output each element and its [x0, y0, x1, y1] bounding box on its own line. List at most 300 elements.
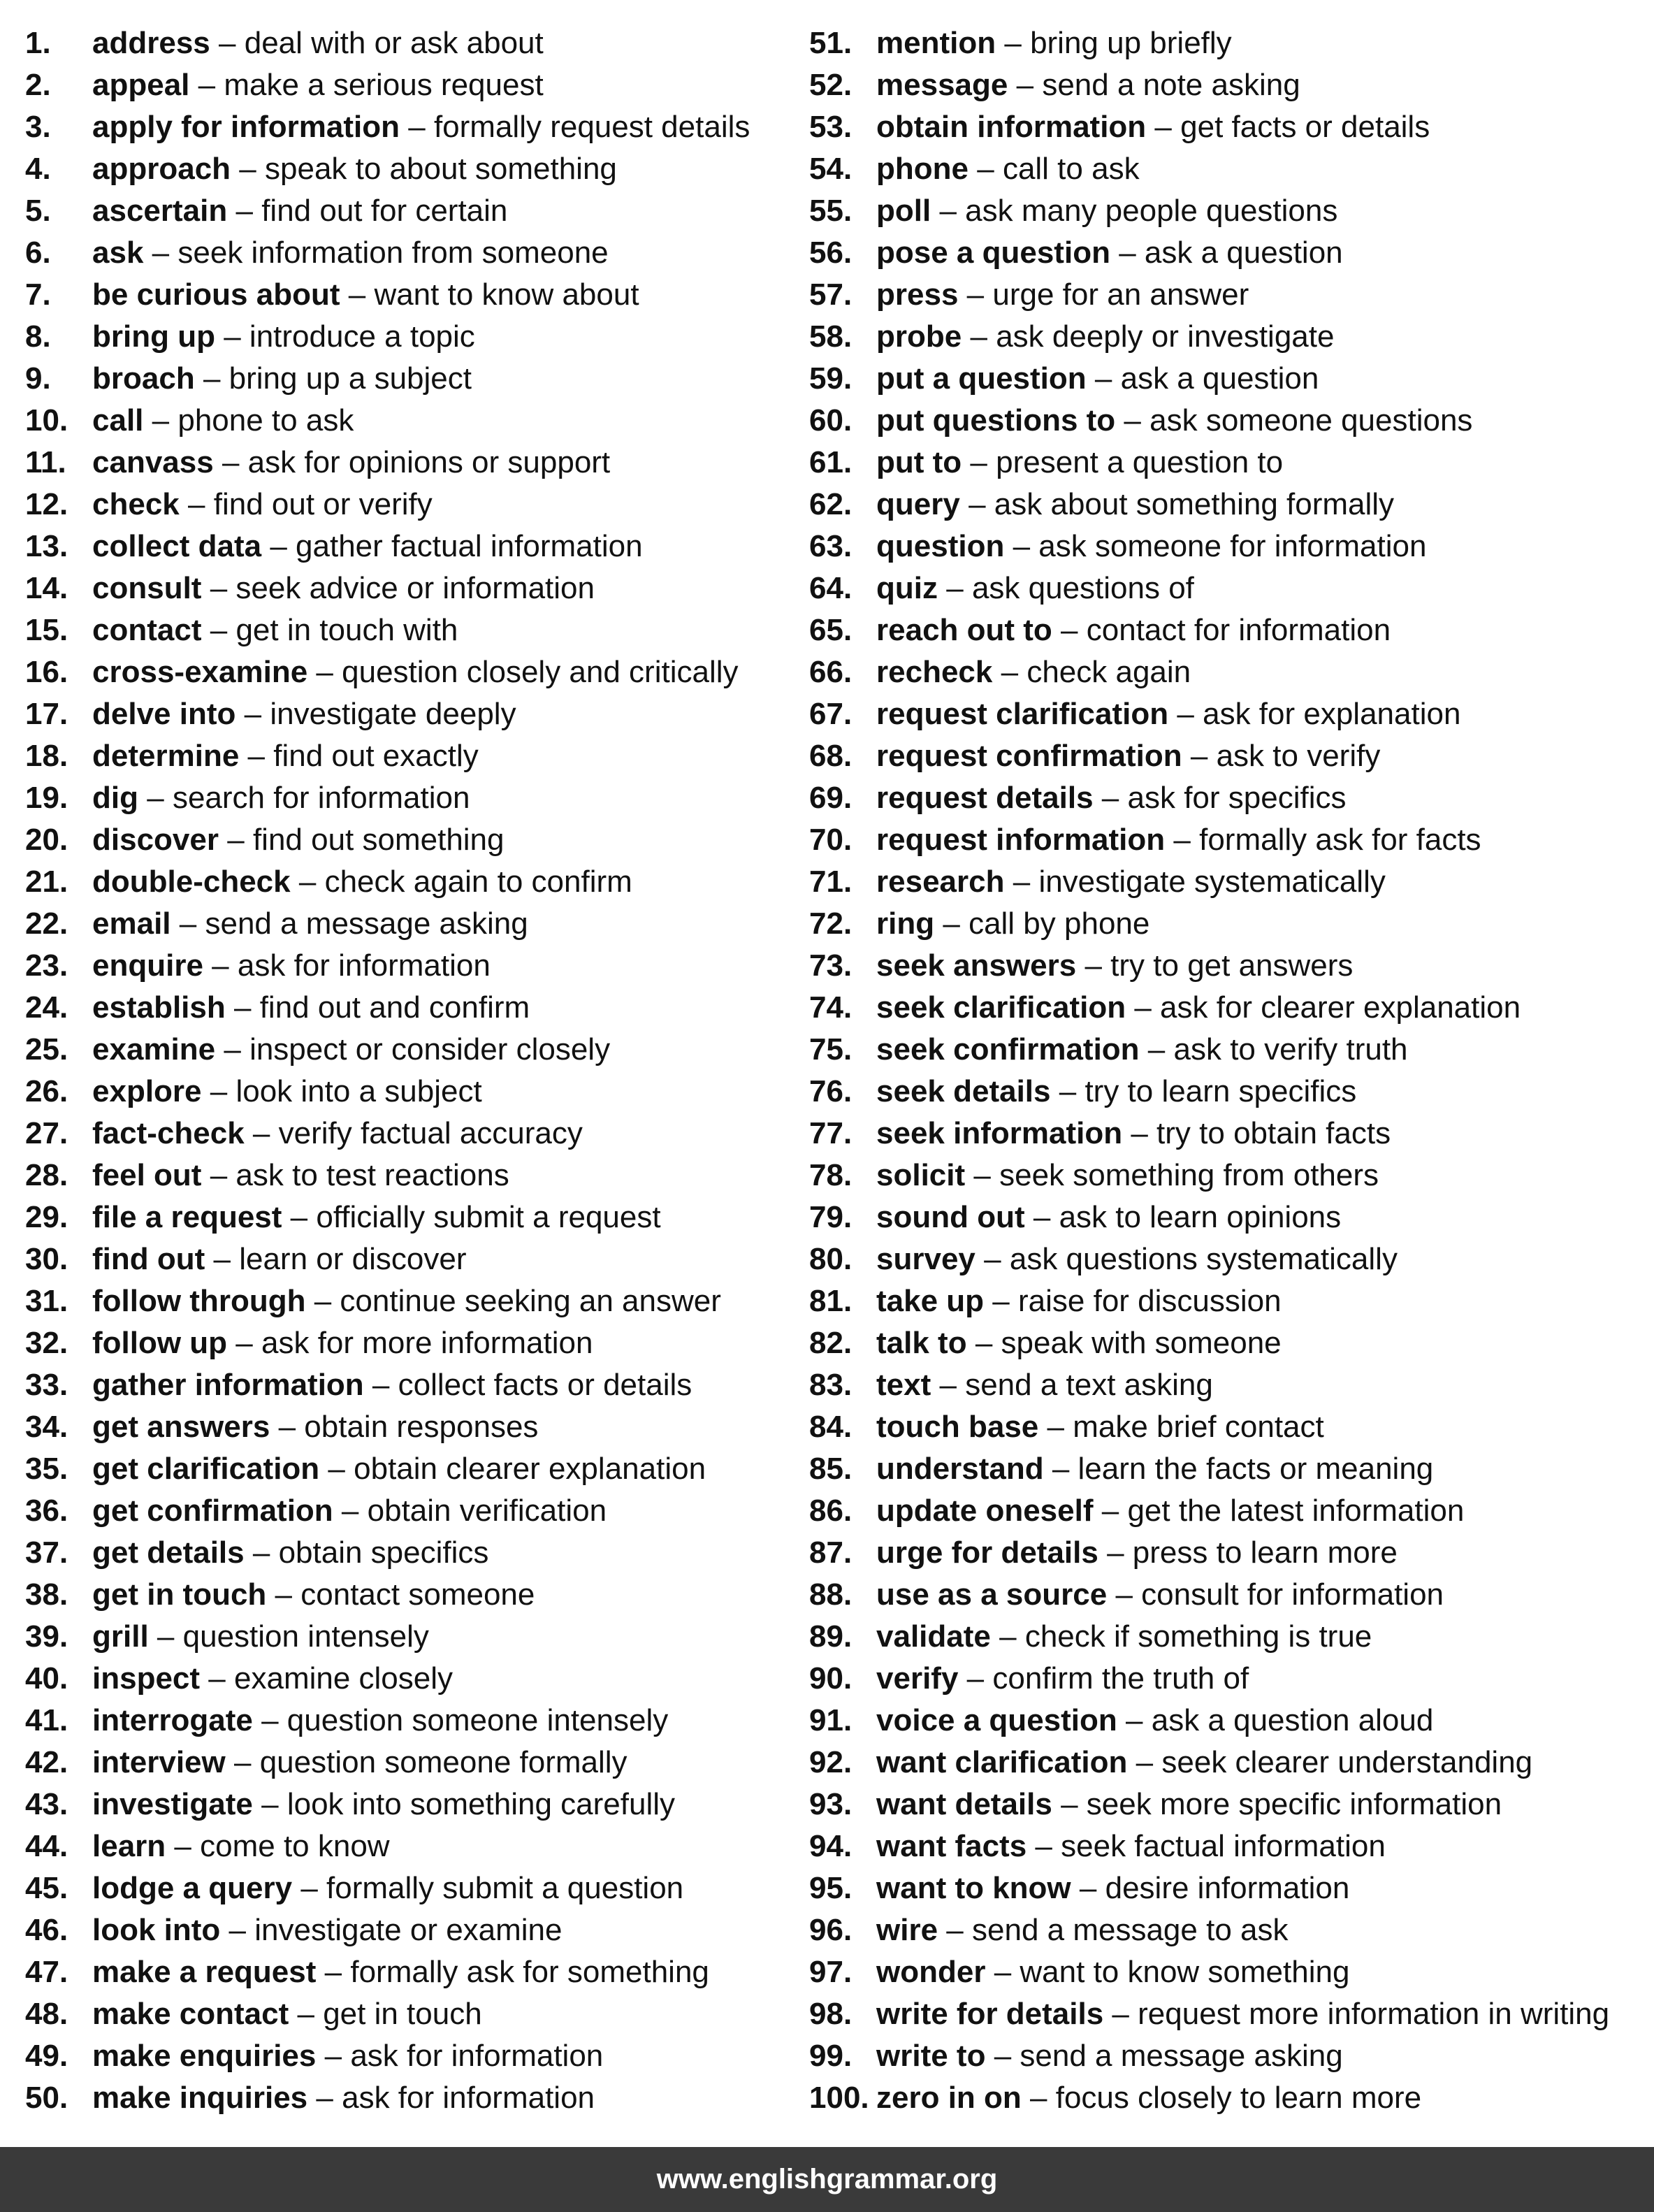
- item-text: [876, 1322, 1282, 1364]
- item-text: [92, 442, 610, 484]
- item-text: [876, 232, 1343, 274]
- item-separator: –: [1131, 1116, 1148, 1150]
- item-text: [876, 148, 1140, 190]
- item-term: understand: [876, 1452, 1044, 1486]
- item-separator: –: [324, 1955, 342, 1989]
- list-item: [25, 1532, 801, 1574]
- item-number: 38.: [25, 1577, 68, 1612]
- list-item: [25, 861, 801, 903]
- item-definition: present a question to: [996, 445, 1284, 479]
- item-number: 17.: [25, 697, 68, 731]
- list-item: [809, 1532, 1648, 1574]
- item-number: 37.: [25, 1535, 68, 1570]
- item-text: [92, 274, 639, 316]
- item-definition: obtain responses: [304, 1410, 539, 1444]
- item-number: 16.: [25, 655, 68, 689]
- item-term: use as a source: [876, 1577, 1108, 1612]
- item-definition: press to learn more: [1132, 1535, 1398, 1570]
- list-item: [809, 526, 1648, 568]
- item-separator: –: [224, 319, 241, 354]
- list-item: [25, 1113, 801, 1155]
- item-text: [876, 1532, 1398, 1574]
- item-number: 80.: [809, 1242, 853, 1276]
- item-text: [876, 64, 1300, 106]
- item-separator: –: [1094, 361, 1112, 396]
- item-separator: –: [324, 2039, 342, 2073]
- item-number: 85.: [809, 1452, 853, 1486]
- item-definition: contact someone: [300, 1577, 535, 1612]
- item-term: want to know: [876, 1871, 1071, 1905]
- item-separator: –: [408, 110, 426, 144]
- item-separator: –: [1136, 1745, 1154, 1779]
- item-number: 95.: [809, 1871, 853, 1905]
- list-item: [809, 861, 1648, 903]
- item-text: [876, 568, 1194, 609]
- item-definition: send a text asking: [965, 1368, 1213, 1402]
- item-term: solicit: [876, 1158, 966, 1192]
- list-item: [809, 232, 1648, 274]
- item-separator: –: [210, 1074, 228, 1108]
- item-term: request details: [876, 781, 1094, 815]
- item-definition: ask for information: [237, 948, 491, 983]
- list-item: [25, 22, 801, 64]
- item-term: seek answers: [876, 948, 1077, 983]
- item-separator: –: [235, 1326, 253, 1360]
- list-item: [25, 358, 801, 400]
- item-term: address: [92, 26, 210, 60]
- item-number: 55.: [809, 194, 853, 228]
- item-text: [876, 1574, 1444, 1616]
- item-text: [876, 1238, 1398, 1280]
- list-item: [809, 1909, 1648, 1951]
- item-definition: seek advice or information: [235, 571, 595, 605]
- list-item: [25, 1574, 801, 1616]
- list-item: [25, 735, 801, 777]
- item-number: 30.: [25, 1242, 68, 1276]
- item-separator: –: [975, 1326, 993, 1360]
- item-number: 69.: [809, 781, 853, 815]
- item-term: follow through: [92, 1284, 306, 1318]
- item-term: touch base: [876, 1410, 1039, 1444]
- item-definition: request more information in writing: [1138, 1997, 1610, 2031]
- list-item: [809, 1742, 1648, 1784]
- item-term: get clarification: [92, 1452, 320, 1486]
- item-term: approach: [92, 152, 231, 186]
- item-definition: focus closely to learn more: [1055, 2081, 1422, 2115]
- item-number: 99.: [809, 2039, 853, 2073]
- item-number: 86.: [809, 1494, 853, 1528]
- item-definition: ask a question aloud: [1151, 1703, 1434, 1737]
- list-item: [25, 64, 801, 106]
- item-number: 50.: [25, 2081, 68, 2115]
- item-definition: seek factual information: [1061, 1829, 1386, 1863]
- item-text: [876, 1951, 1349, 1993]
- item-text: [92, 1029, 610, 1071]
- item-text: [876, 609, 1391, 651]
- item-text: [92, 484, 433, 526]
- item-number: 29.: [25, 1200, 68, 1234]
- item-definition: seek more specific information: [1086, 1787, 1502, 1821]
- item-term: get confirmation: [92, 1494, 333, 1528]
- item-number: 28.: [25, 1158, 68, 1192]
- item-term: poll: [876, 194, 931, 228]
- item-text: [876, 819, 1481, 861]
- item-term: determine: [92, 739, 240, 773]
- item-separator: –: [261, 1703, 279, 1737]
- item-separator: –: [946, 1913, 964, 1947]
- item-number: 88.: [809, 1577, 853, 1612]
- item-term: take up: [876, 1284, 985, 1318]
- item-definition: ask for specifics: [1127, 781, 1347, 815]
- item-text: [92, 148, 617, 190]
- list-item: [25, 2077, 801, 2119]
- item-term: explore: [92, 1074, 202, 1108]
- item-separator: –: [152, 236, 170, 270]
- item-definition: confirm the truth of: [992, 1661, 1249, 1696]
- item-number: 18.: [25, 739, 68, 773]
- item-text: [876, 1826, 1386, 1867]
- list-item: [809, 190, 1648, 232]
- item-definition: speak to about something: [265, 152, 617, 186]
- list-item: [809, 1616, 1648, 1658]
- item-separator: –: [1033, 1200, 1051, 1234]
- item-term: make contact: [92, 1997, 289, 2031]
- item-separator: –: [233, 990, 252, 1025]
- item-definition: collect facts or details: [398, 1368, 692, 1402]
- item-text: [876, 987, 1521, 1029]
- item-definition: obtain specifics: [278, 1535, 489, 1570]
- list-item: [809, 1113, 1648, 1155]
- item-definition: ask questions systematically: [1009, 1242, 1398, 1276]
- item-number: 60.: [809, 403, 853, 438]
- list-item: [25, 1826, 801, 1867]
- item-definition: make brief contact: [1073, 1410, 1324, 1444]
- item-number: 41.: [25, 1703, 68, 1737]
- item-separator: –: [1107, 1535, 1124, 1570]
- list-item: [25, 693, 801, 735]
- item-separator: –: [261, 1787, 279, 1821]
- item-term: want details: [876, 1787, 1052, 1821]
- item-text: [92, 1867, 683, 1909]
- item-separator: –: [939, 1368, 957, 1402]
- item-text: [876, 1490, 1464, 1532]
- item-separator: –: [227, 823, 245, 857]
- item-term: update oneself: [876, 1494, 1094, 1528]
- list-item: [25, 484, 801, 526]
- item-number: 93.: [809, 1787, 853, 1821]
- item-separator: –: [946, 571, 964, 605]
- item-separator: –: [341, 1494, 359, 1528]
- item-term: grill: [92, 1619, 149, 1654]
- item-term: seek information: [876, 1116, 1123, 1150]
- item-term: make inquiries: [92, 2081, 308, 2115]
- item-separator: –: [969, 487, 986, 521]
- item-term: want clarification: [876, 1745, 1128, 1779]
- item-term: message: [876, 68, 1008, 102]
- item-term: mention: [876, 26, 996, 60]
- item-definition: learn the facts or meaning: [1078, 1452, 1434, 1486]
- item-term: enquire: [92, 948, 203, 983]
- item-text: [92, 1113, 583, 1155]
- item-separator: –: [228, 1913, 247, 1947]
- item-number: 49.: [25, 2039, 68, 2073]
- item-term: delve into: [92, 697, 236, 731]
- item-term: check: [92, 487, 180, 521]
- item-text: [876, 1867, 1349, 1909]
- item-term: phone: [876, 152, 969, 186]
- item-term: examine: [92, 1032, 216, 1067]
- item-term: text: [876, 1368, 931, 1402]
- list-item: [809, 316, 1648, 358]
- item-number: 89.: [809, 1619, 853, 1654]
- item-separator: –: [147, 781, 164, 815]
- item-definition: continue seeking an answer: [340, 1284, 721, 1318]
- item-separator: –: [1013, 529, 1031, 563]
- item-text: [92, 1322, 593, 1364]
- list-item: [25, 1993, 801, 2035]
- list-item: [25, 1616, 801, 1658]
- item-term: apply for information: [92, 110, 400, 144]
- list-item: [25, 1700, 801, 1742]
- item-definition: ask many people questions: [965, 194, 1338, 228]
- item-separator: –: [198, 68, 216, 102]
- item-separator: –: [1013, 865, 1031, 899]
- item-separator: –: [247, 739, 266, 773]
- item-definition: ask a question: [1144, 236, 1343, 270]
- item-number: 84.: [809, 1410, 853, 1444]
- item-number: 6.: [25, 236, 51, 270]
- item-text: [92, 190, 507, 232]
- item-text: [876, 735, 1380, 777]
- item-separator: –: [300, 1871, 318, 1905]
- item-term: ask: [92, 236, 144, 270]
- item-text: [92, 1993, 482, 2035]
- item-text: [876, 1280, 1282, 1322]
- item-definition: seek information from someone: [177, 236, 609, 270]
- item-number: 66.: [809, 655, 853, 689]
- item-definition: check if something is true: [1024, 1619, 1372, 1654]
- item-definition: get facts or details: [1180, 110, 1430, 144]
- list-item: [809, 1406, 1648, 1448]
- item-separator: –: [152, 403, 170, 438]
- item-definition: search for information: [172, 781, 470, 815]
- item-text: [876, 2077, 1421, 2119]
- item-separator: –: [235, 194, 253, 228]
- item-number: 46.: [25, 1913, 68, 1947]
- item-text: [876, 1658, 1249, 1700]
- item-definition: ask a question: [1120, 361, 1319, 396]
- item-separator: –: [1059, 1074, 1077, 1108]
- item-separator: –: [992, 1284, 1010, 1318]
- item-definition: formally submit a question: [326, 1871, 684, 1905]
- item-number: 15.: [25, 613, 68, 647]
- list-item: [25, 442, 801, 484]
- item-term: zero in on: [876, 2081, 1022, 2115]
- item-number: 45.: [25, 1871, 68, 1905]
- item-text: [876, 903, 1149, 945]
- item-term: learn: [92, 1829, 166, 1863]
- item-separator: –: [275, 1577, 293, 1612]
- item-definition: send a message asking: [1020, 2039, 1343, 2073]
- item-term: reach out to: [876, 613, 1052, 647]
- item-separator: –: [1016, 68, 1034, 102]
- item-number: 43.: [25, 1787, 68, 1821]
- item-number: 39.: [25, 1619, 68, 1654]
- list-item: [25, 400, 801, 442]
- item-number: 90.: [809, 1661, 853, 1696]
- item-number: 91.: [809, 1703, 853, 1737]
- item-term: wonder: [876, 1955, 986, 1989]
- item-term: collect data: [92, 529, 262, 563]
- item-term: email: [92, 906, 171, 941]
- list-item: [809, 148, 1648, 190]
- item-separator: –: [174, 1829, 191, 1863]
- item-text: [92, 1909, 563, 1951]
- item-text: [92, 609, 458, 651]
- list-item: [25, 148, 801, 190]
- item-number: 14.: [25, 571, 68, 605]
- item-text: [876, 1616, 1372, 1658]
- item-number: 92.: [809, 1745, 853, 1779]
- item-term: request information: [876, 823, 1166, 857]
- list-item: [25, 1490, 801, 1532]
- item-separator: –: [244, 697, 262, 731]
- item-term: ascertain: [92, 194, 228, 228]
- item-separator: –: [970, 445, 987, 479]
- list-item: [809, 819, 1648, 861]
- list-item: [25, 1406, 801, 1448]
- item-separator: –: [1079, 1871, 1097, 1905]
- list-item: [809, 1322, 1648, 1364]
- list-item: [809, 1364, 1648, 1406]
- item-text: [92, 987, 530, 1029]
- item-term: bring up: [92, 319, 215, 354]
- item-text: [876, 22, 1232, 64]
- item-separator: –: [1052, 1452, 1070, 1486]
- item-separator: –: [316, 2081, 333, 2115]
- item-definition: check again: [1027, 655, 1191, 689]
- item-text: [92, 735, 479, 777]
- list-item: [25, 777, 801, 819]
- item-separator: –: [999, 1619, 1017, 1654]
- item-number: 62.: [809, 487, 853, 521]
- item-text: [92, 1238, 466, 1280]
- item-text: [876, 1742, 1532, 1784]
- item-term: voice a question: [876, 1703, 1117, 1737]
- item-number: 44.: [25, 1829, 68, 1863]
- item-term: cross-examine: [92, 655, 308, 689]
- list-item: [25, 945, 801, 987]
- item-separator: –: [1030, 2081, 1047, 2115]
- footer-website-link[interactable]: www.englishgrammar.org: [656, 2164, 998, 2195]
- list-item: [809, 1658, 1648, 1700]
- item-definition: obtain verification: [367, 1494, 607, 1528]
- list-item: [25, 1322, 801, 1364]
- list-item: [809, 484, 1648, 526]
- item-definition: ask about something formally: [994, 487, 1395, 521]
- item-term: request confirmation: [876, 739, 1182, 773]
- item-term: quiz: [876, 571, 938, 605]
- item-term: verify: [876, 1661, 959, 1696]
- item-text: [876, 1448, 1433, 1490]
- list-item: [809, 1280, 1648, 1322]
- item-definition: come to know: [200, 1829, 390, 1863]
- item-text: [92, 651, 739, 693]
- item-number: 78.: [809, 1158, 853, 1192]
- item-separator: –: [1084, 948, 1102, 983]
- item-text: [92, 526, 643, 568]
- item-separator: –: [210, 613, 228, 647]
- item-separator: –: [1001, 655, 1019, 689]
- item-number: 72.: [809, 906, 853, 941]
- item-definition: find out for certain: [261, 194, 508, 228]
- item-text: [876, 861, 1386, 903]
- item-separator: –: [943, 906, 960, 941]
- item-definition: bring up a subject: [228, 361, 472, 396]
- item-text: [876, 484, 1394, 526]
- item-term: contact: [92, 613, 202, 647]
- item-text: [876, 526, 1426, 568]
- item-number: 97.: [809, 1955, 853, 1989]
- item-number: 70.: [809, 823, 853, 857]
- item-term: research: [876, 865, 1005, 899]
- list-item: [25, 1155, 801, 1197]
- item-definition: raise for discussion: [1018, 1284, 1282, 1318]
- item-separator: –: [1112, 1997, 1129, 2031]
- item-number: 1.: [25, 26, 51, 60]
- item-text: [876, 1364, 1213, 1406]
- item-definition: urge for an answer: [992, 277, 1249, 312]
- item-term: get answers: [92, 1410, 270, 1444]
- list-item: [25, 1280, 801, 1322]
- list-item: [809, 1155, 1648, 1197]
- item-text: [92, 1155, 509, 1197]
- item-definition: investigate deeply: [270, 697, 516, 731]
- item-definition: get the latest information: [1127, 1494, 1465, 1528]
- list-item: [809, 1448, 1648, 1490]
- item-term: write to: [876, 2039, 986, 2073]
- list-item: [809, 1993, 1648, 2035]
- item-separator: –: [179, 906, 197, 941]
- item-definition: want to know about: [374, 277, 639, 312]
- item-definition: ask deeply or investigate: [996, 319, 1335, 354]
- list-item: [25, 1364, 801, 1406]
- item-number: 61.: [809, 445, 853, 479]
- item-text: [92, 1448, 706, 1490]
- item-definition: seek something from others: [999, 1158, 1379, 1192]
- item-term: feel out: [92, 1158, 202, 1192]
- item-separator: –: [203, 361, 221, 396]
- list-item: [809, 651, 1648, 693]
- item-term: put to: [876, 445, 962, 479]
- item-separator: –: [188, 487, 205, 521]
- item-term: appeal: [92, 68, 190, 102]
- list-item: [809, 1071, 1648, 1113]
- item-term: broach: [92, 361, 195, 396]
- item-separator: –: [977, 152, 994, 186]
- item-definition: learn or discover: [239, 1242, 467, 1276]
- item-number: 83.: [809, 1368, 853, 1402]
- item-term: pose a question: [876, 236, 1110, 270]
- item-term: investigate: [92, 1787, 253, 1821]
- item-separator: –: [372, 1368, 390, 1402]
- item-number: 27.: [25, 1116, 68, 1150]
- list-item: [25, 106, 801, 148]
- item-text: [876, 274, 1249, 316]
- item-separator: –: [966, 1661, 985, 1696]
- item-text: [876, 1700, 1433, 1742]
- item-definition: get in touch with: [235, 613, 458, 647]
